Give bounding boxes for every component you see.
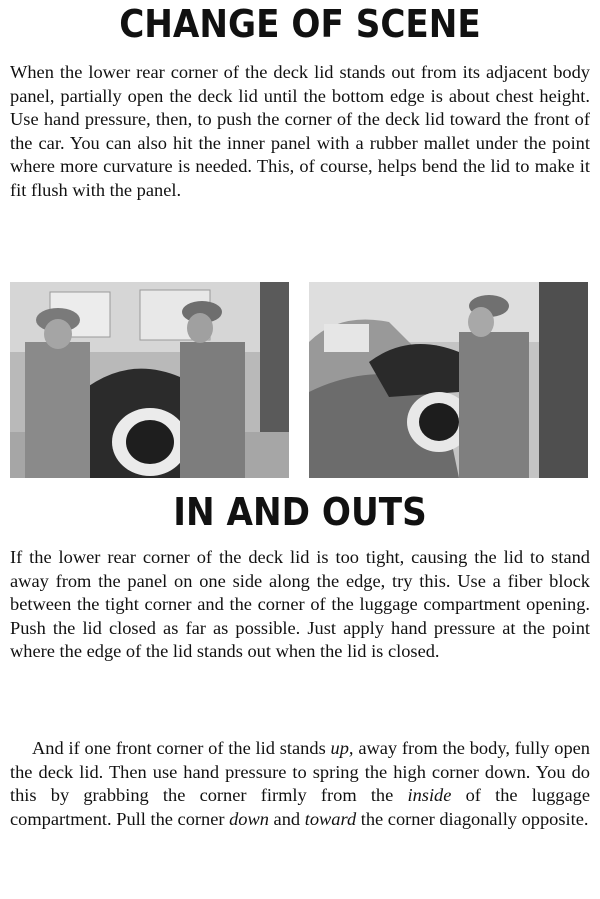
- text-run: the corner diagonally opposite.: [356, 808, 589, 829]
- photo-two-mechanics-at-car-rear: [10, 282, 289, 478]
- text-run: and: [268, 808, 305, 829]
- section-heading-change-of-scene: CHANGE OF SCENE: [119, 2, 481, 46]
- emphasis-up: up,: [330, 738, 354, 758]
- section-heading-in-and-outs: IN AND OUTS: [173, 490, 427, 534]
- text-run: away from the body, fully open the deck lid. Then use hand pressure to spring the high corner down. You do this by grabbing the corner firmly from the: [10, 738, 590, 806]
- paragraph-in-and-outs-2: [10, 737, 590, 831]
- emphasis-inside: inside: [407, 785, 452, 806]
- emphasis-down: down: [229, 808, 269, 829]
- paragraph-in-and-outs-1: If the lower rear corner of the deck lid is too tight, causing the lid to stand away from the panel on one side along the edge, try this. Use a fiber block between the tight corner and the corner of the luggage compartment opening. Push the lid closed as far as possible. Just apply hand pressure at the point where the edge of the lid stands out when the lid is closed.: [10, 547, 590, 662]
- text-run: of the luggage compartment. Pull the corner: [10, 785, 590, 829]
- emphasis-toward: toward: [304, 808, 357, 829]
- photo-mechanic-at-open-deck-lid: [309, 282, 588, 478]
- paragraph-change-of-scene: When the lower rear corner of the deck lid stands out from its adjacent body panel, partially open the deck lid until the bottom edge is about chest height. Use hand pressure, then, to push the corner of the deck lid toward the front of the car. You can also hit the inner panel with a rubber mallet under the point where more curvature is needed. This, of course, helps bend the lid to make it fit flush with the panel.: [10, 62, 590, 200]
- text-run: And if one front corner of the lid stands: [32, 738, 331, 758]
